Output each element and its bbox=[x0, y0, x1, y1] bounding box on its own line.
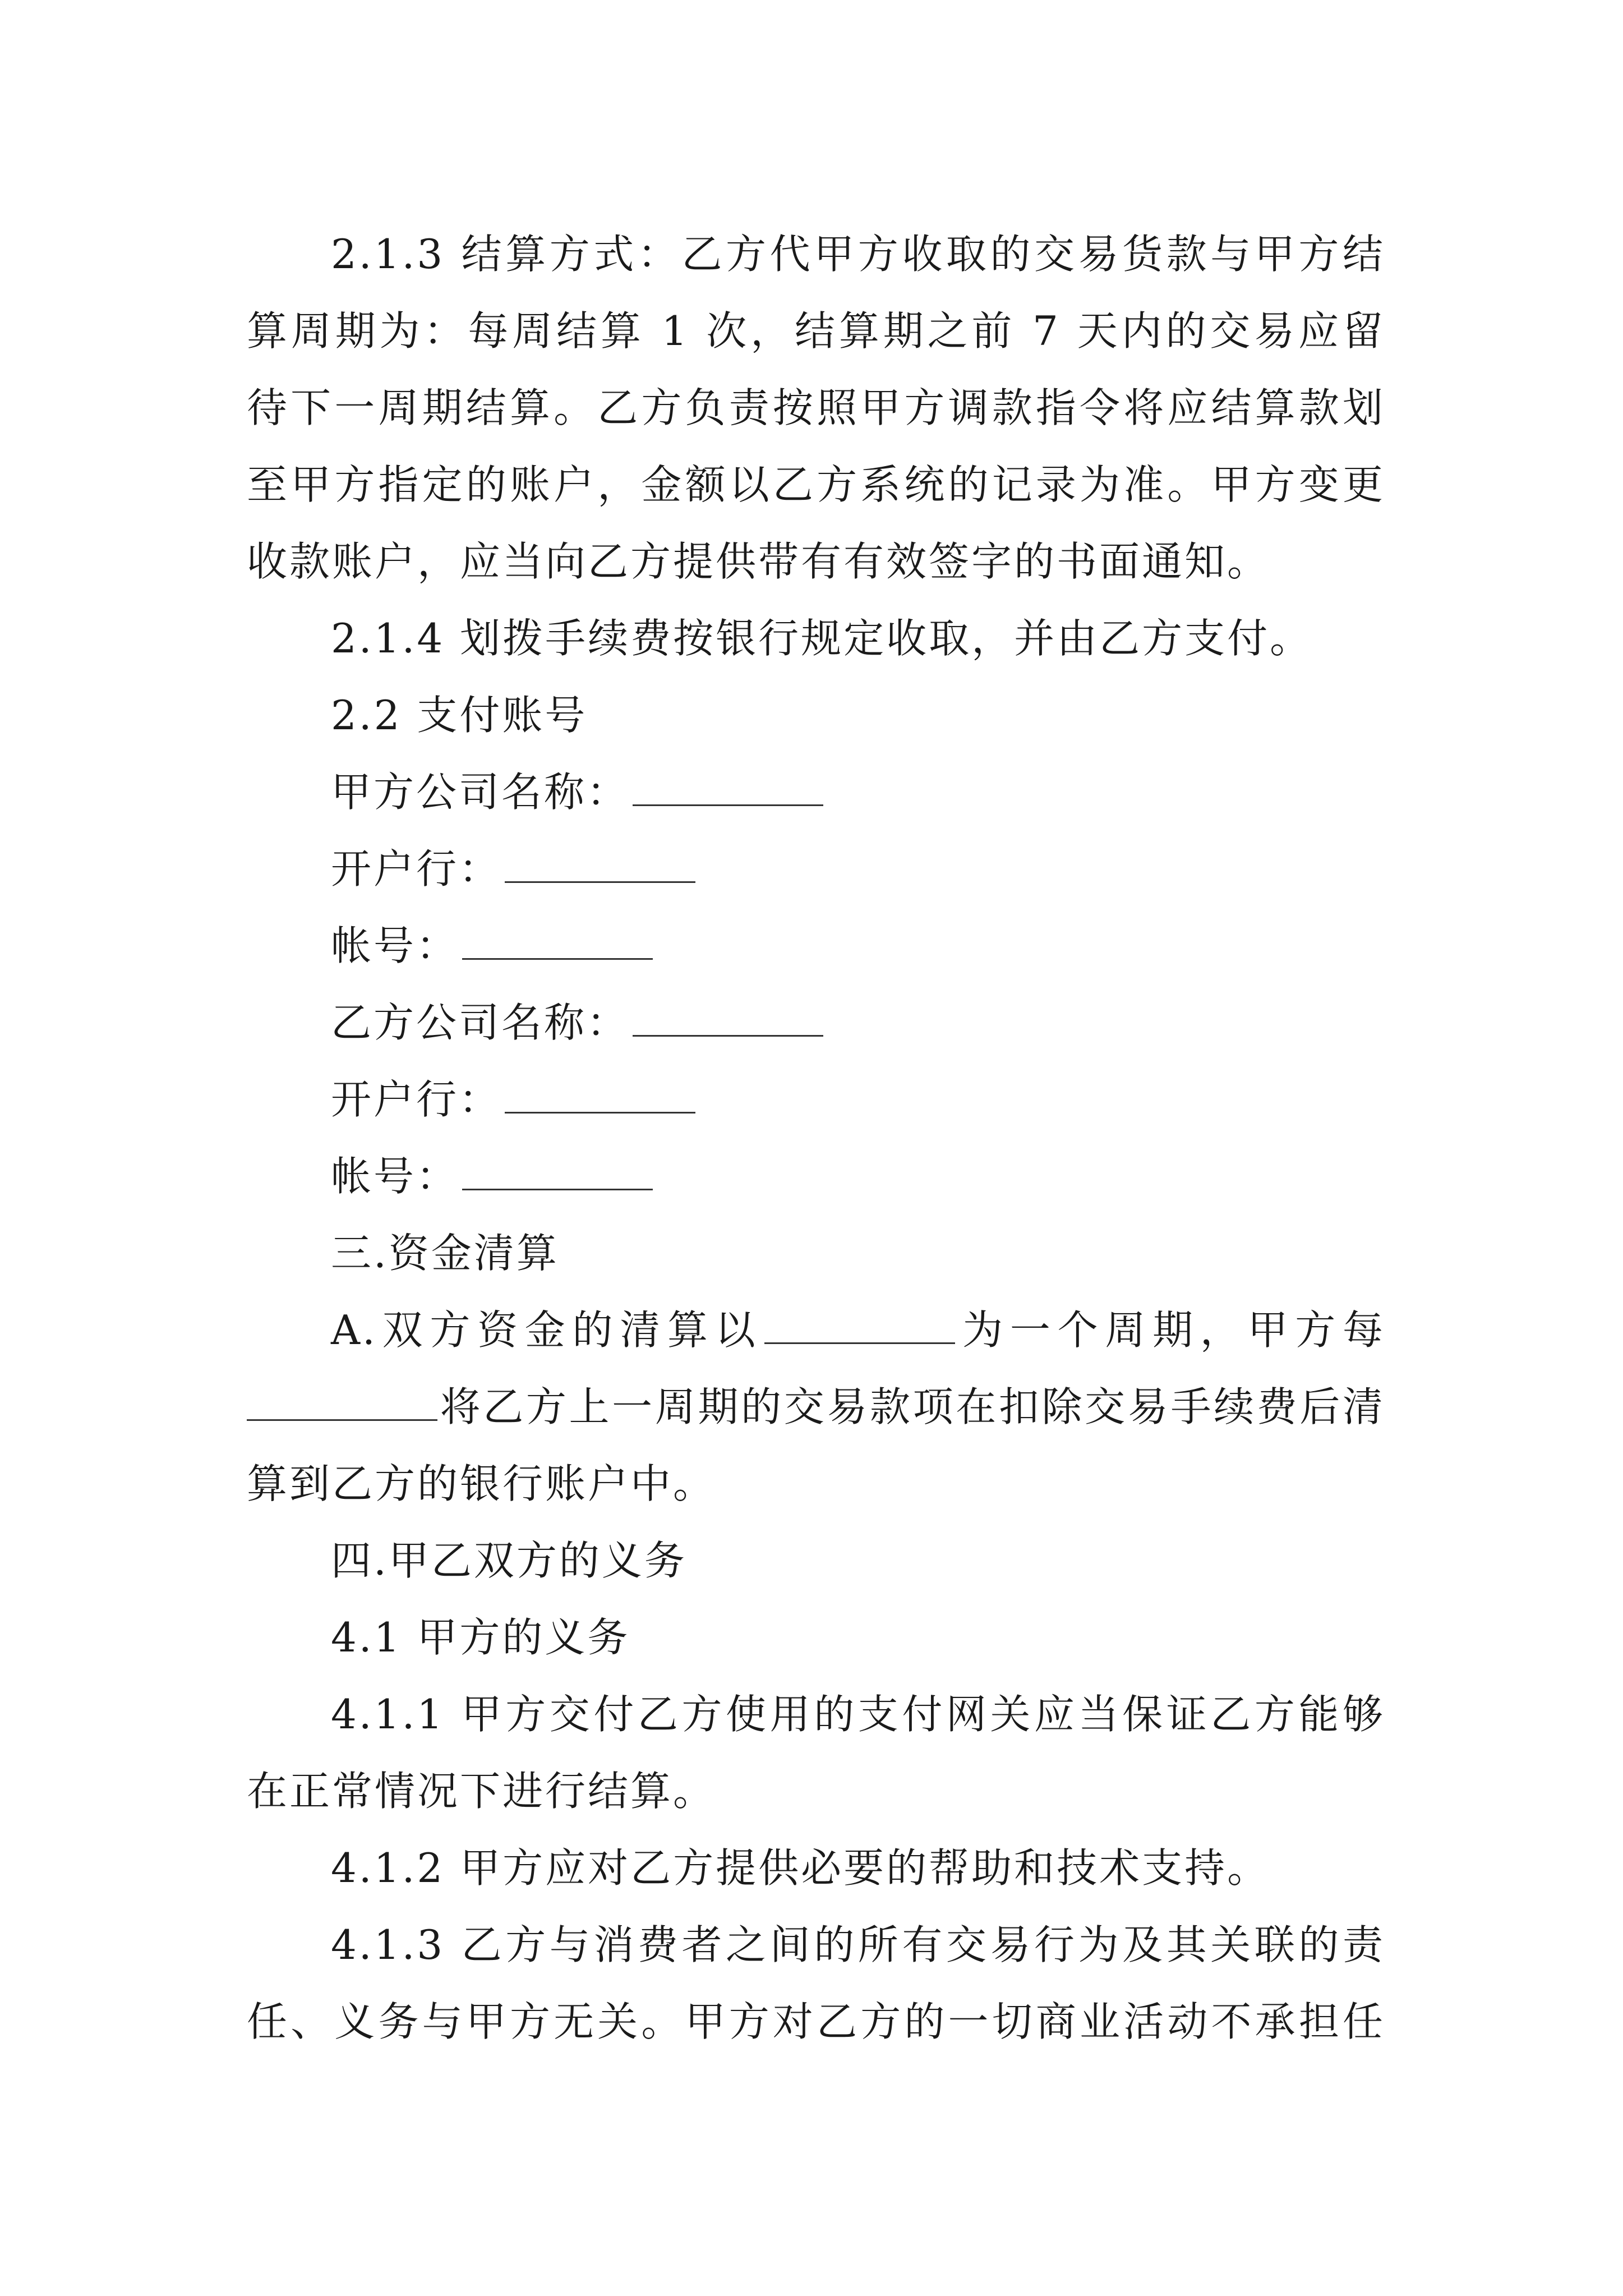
party-a-name-label: 甲方公司名称： bbox=[331, 769, 630, 816]
settlement-cycle-blank[interactable] bbox=[764, 1308, 955, 1344]
clause-2-1-3: 2.1.3 结算方式：乙方代甲方收取的交易货款与甲方结算周期为：每周结算 1 次，结算期之前 7 天内的交易应留待下一周期结算。乙方负责按照甲方调款指令将应结算款划至甲方指定的账户，金额以乙方系统的记录为准。甲方变更收款账户，应当向乙方提供带有有效签字的书面通知。 bbox=[247, 231, 1385, 585]
party-a-bank-line bbox=[247, 831, 1385, 908]
clause-4-1-3: 4.1.3 乙方与消费者之间的所有交易行为及其关联的责任、义务与甲方无关。甲方对乙方的一切商业活动不承担任 bbox=[247, 1921, 1385, 2045]
clause-2-1-4: 2.1.4 划拨手续费按银行规定收取，并由乙方支付。 bbox=[331, 615, 1313, 662]
party-b-account-label: 帐号： bbox=[331, 1153, 459, 1200]
party-a-account-label: 帐号： bbox=[331, 922, 459, 969]
clause-4-1-heading: 4.1 甲方的义务 bbox=[331, 1614, 630, 1661]
clause-2-2-heading: 2.2 支付账号 bbox=[331, 692, 588, 739]
party-b-bank-label: 开户行： bbox=[331, 1076, 502, 1123]
section-4-heading: 四.甲乙双方的义务 bbox=[331, 1537, 687, 1584]
document-body bbox=[247, 216, 1385, 2060]
section-3-a-text-3: 将乙方上一周期的交易款项在扣除交易手续费后清算到乙方的银行账户中。 bbox=[247, 1383, 1385, 1507]
party-a-bank-label: 开户行： bbox=[331, 845, 502, 892]
clause-4-1-1: 4.1.1 甲方交付乙方使用的支付网关应当保证乙方能够在正常情况下进行结算。 bbox=[247, 1691, 1385, 1815]
party-b-name-blank[interactable] bbox=[633, 1000, 823, 1037]
party-b-name-label: 乙方公司名称： bbox=[331, 999, 630, 1046]
party-a-account-line bbox=[247, 908, 1385, 984]
section-3-a-text-1: A.双方资金的清算以 bbox=[331, 1306, 763, 1354]
party-a-bank-blank[interactable] bbox=[505, 846, 695, 883]
party-a-name-line bbox=[247, 754, 1385, 831]
section-3-heading: 三.资金清算 bbox=[331, 1230, 559, 1277]
party-b-account-line bbox=[247, 1138, 1385, 1215]
section-3-a-text-2: 为一个周期，甲方每 bbox=[957, 1306, 1385, 1354]
party-b-bank-line bbox=[247, 1061, 1385, 1138]
settlement-frequency-blank[interactable] bbox=[247, 1384, 437, 1421]
party-b-account-blank[interactable] bbox=[462, 1154, 653, 1190]
party-a-name-blank[interactable] bbox=[633, 770, 823, 806]
party-a-account-blank[interactable] bbox=[462, 923, 653, 960]
section-3-clause-a bbox=[247, 1292, 1385, 1522]
party-b-name-line bbox=[247, 984, 1385, 1061]
clause-4-1-2: 4.1.2 甲方应对乙方提供必要的帮助和技术支持。 bbox=[331, 1844, 1270, 1892]
party-b-bank-blank[interactable] bbox=[505, 1077, 695, 1114]
